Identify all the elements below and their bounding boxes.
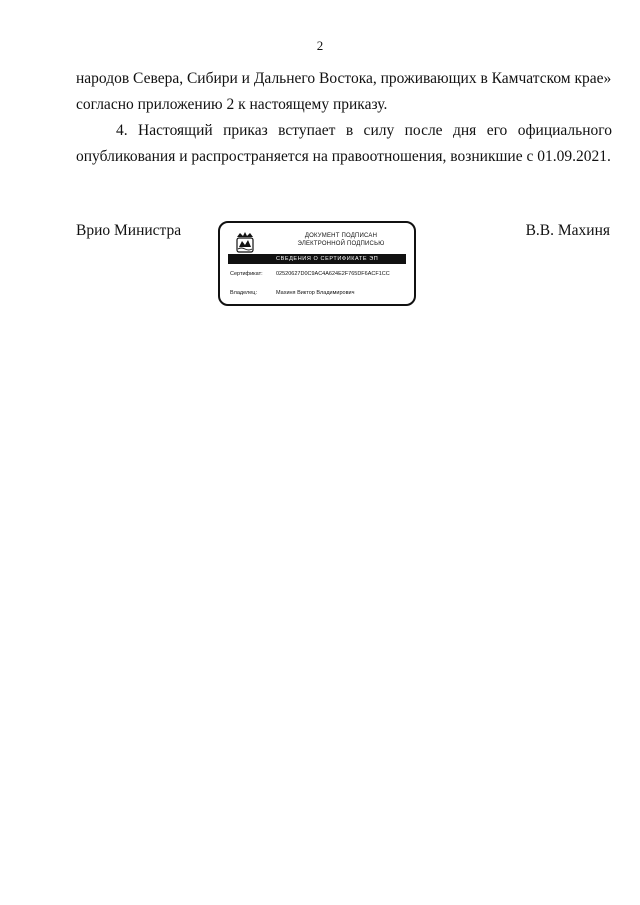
stamp-header-line: ДОКУМЕНТ ПОДПИСАН (304, 233, 378, 239)
stamp-owner-row (230, 289, 354, 297)
owner-label: Владелец: (230, 290, 257, 296)
stamp-header (282, 232, 400, 248)
page-number: 2 (316, 38, 324, 53)
stamp-header-line: ЭЛЕКТРОННОЙ ПОДПИСЬЮ (297, 241, 385, 247)
kamchatka-coat-of-arms-icon (234, 231, 256, 253)
paragraph-effective-date (76, 118, 612, 170)
signatory-name: В.В. Махиня (525, 222, 610, 239)
paragraph-line: согласно приложению 2 к настоящему приказу. (76, 96, 388, 113)
paragraph-line: 4. Настоящий приказ вступает в силу после дня его официального (116, 122, 612, 139)
stamp-certificate-bar: СВЕДЕНИЯ О СЕРТИФИКАТЕ ЭП (228, 254, 406, 264)
certificate-value: 02520627D0C9AC4A624E2F765DF6ACF1CC (276, 271, 390, 277)
owner-value: Махиня Виктор Владимирович (276, 290, 355, 296)
signatory-position: Врио Министра (76, 222, 182, 239)
paragraph-line: опубликования и распространяется на правоотношения, возникшие с 01.09.2021. (76, 148, 611, 165)
electronic-signature-stamp (218, 221, 416, 306)
paragraph-annex-reference (76, 66, 612, 118)
certificate-label: Сертификат: (230, 271, 263, 277)
stamp-certificate-row (230, 270, 390, 278)
paragraph-line: народов Севера, Сибири и Дальнего Востока, проживающих в Камчатском крае» (76, 70, 612, 87)
